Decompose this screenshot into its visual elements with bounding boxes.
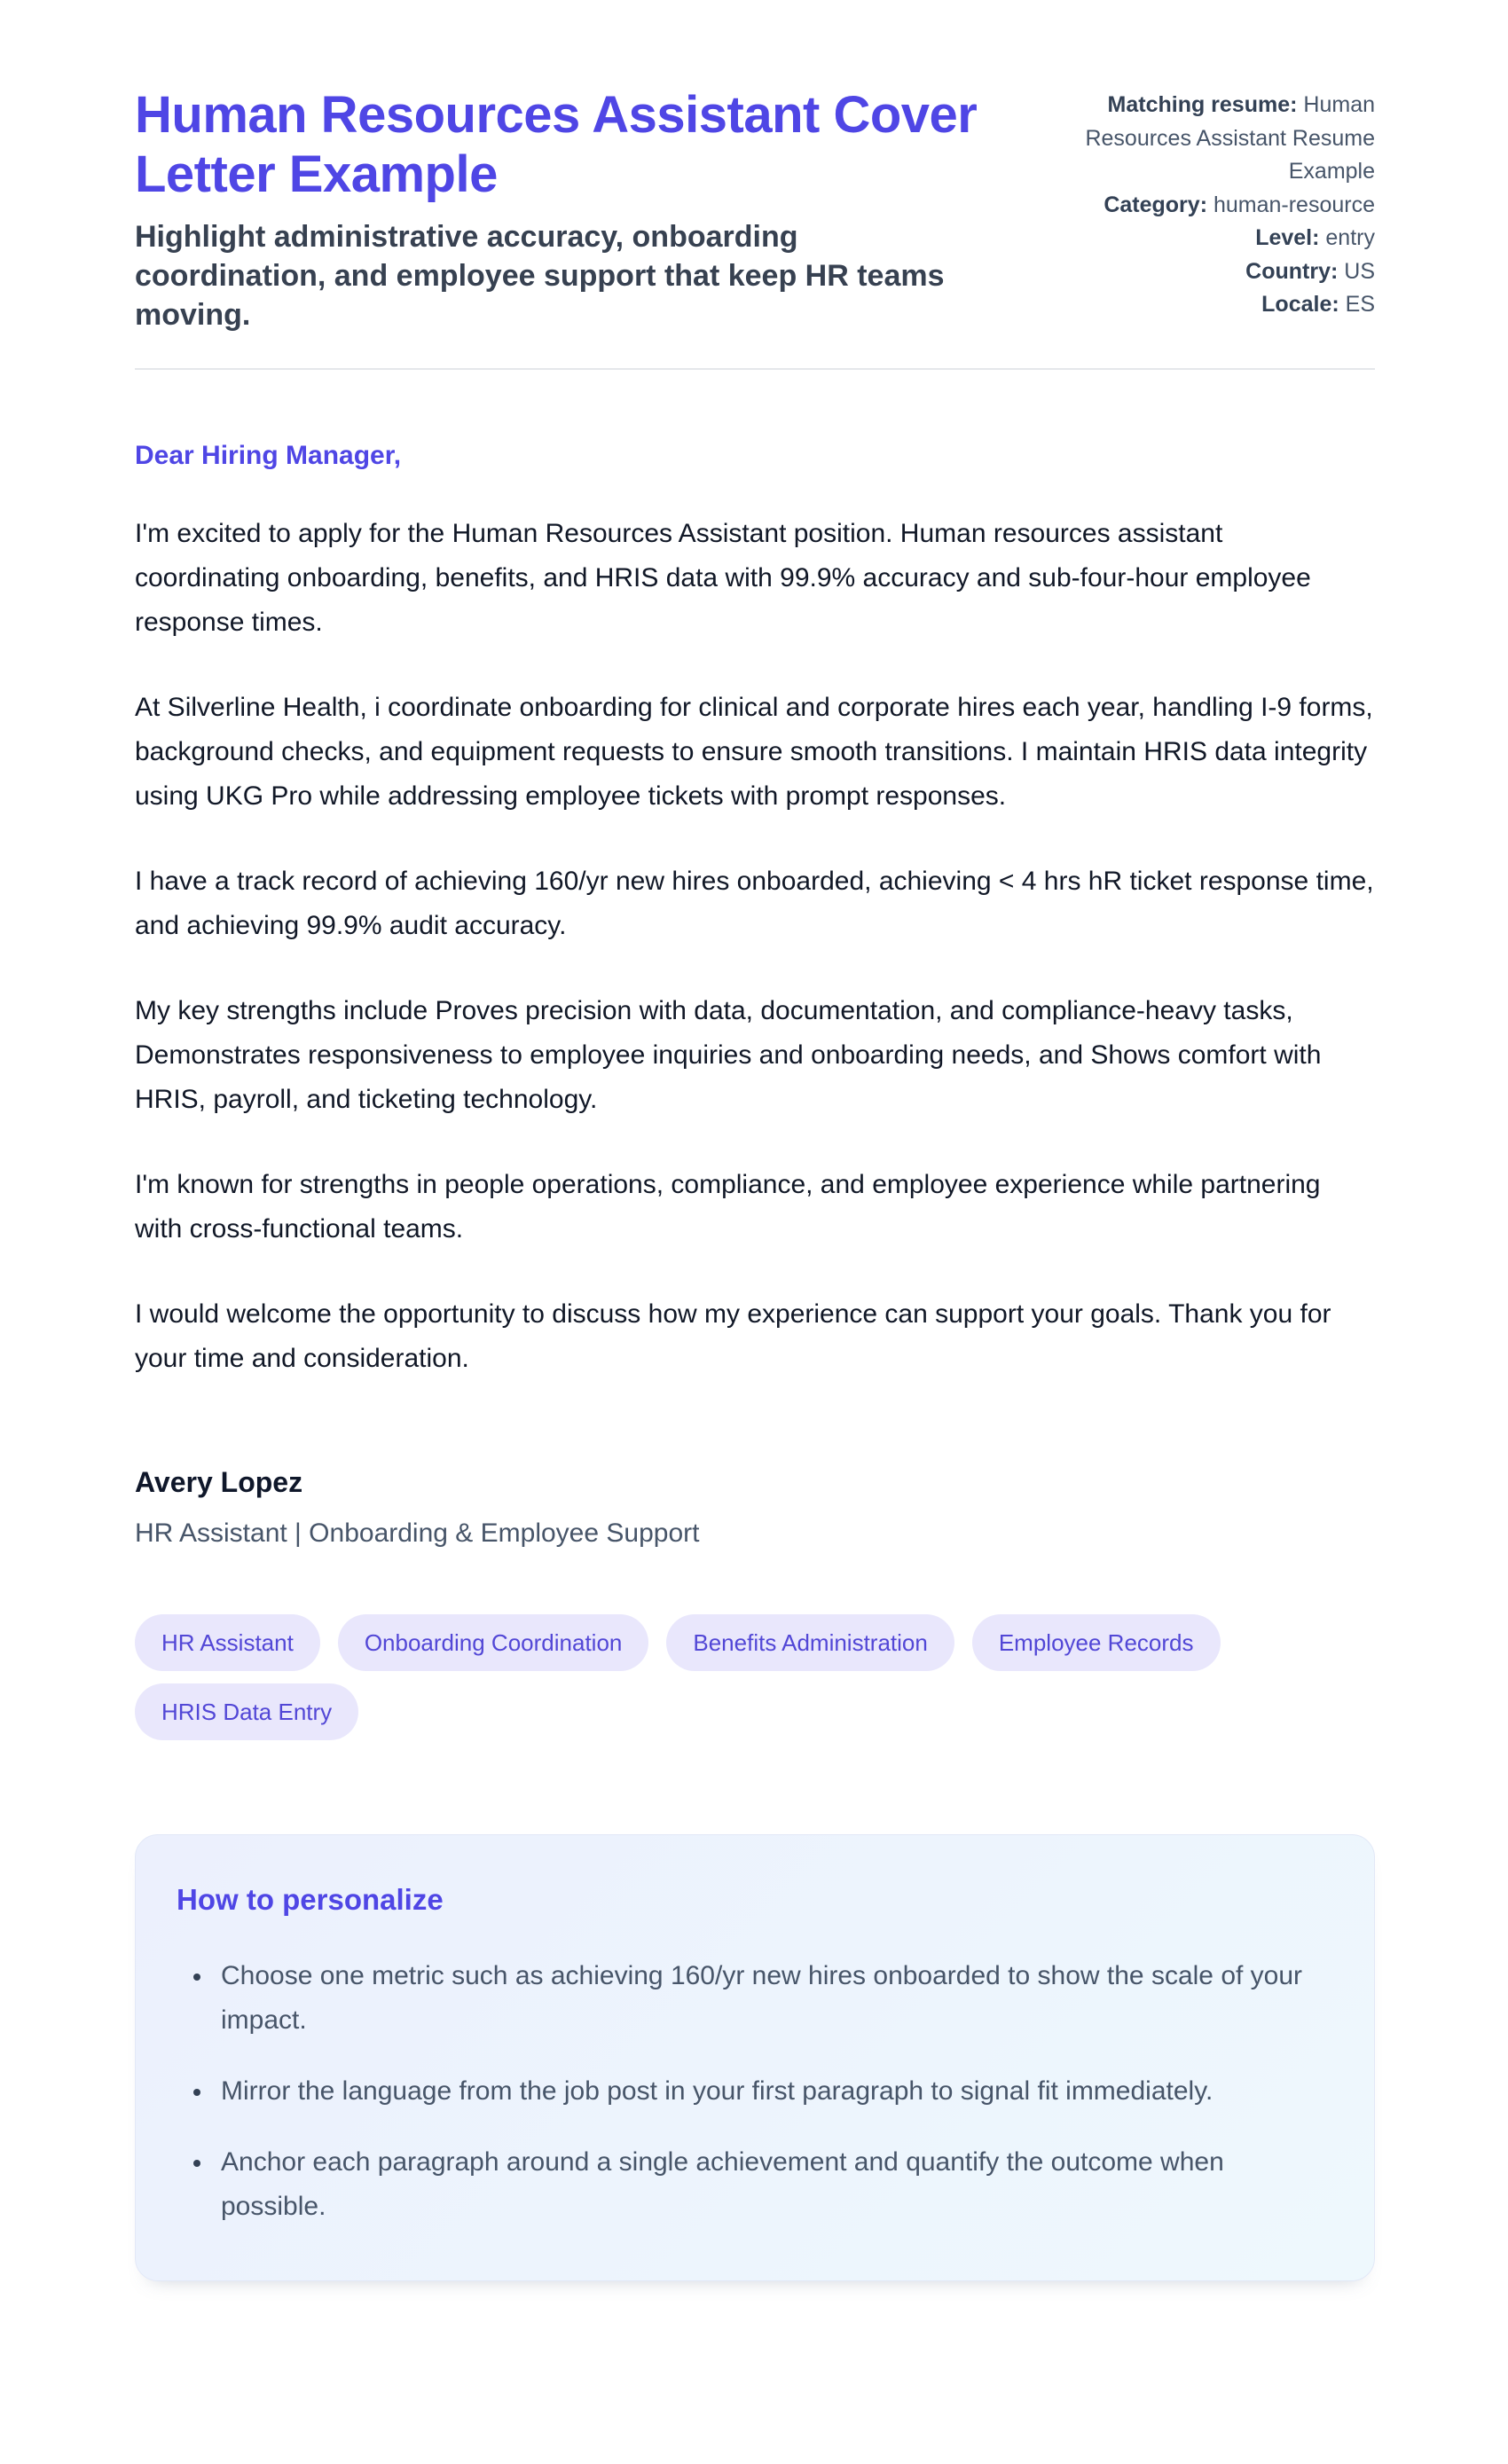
tag-hris-data-entry[interactable]: HRIS Data Entry [135, 1683, 358, 1740]
page-title: Human Resources Assistant Cover Letter Example [135, 86, 978, 204]
meta-level [1054, 222, 1375, 255]
letter-paragraph: I'm excited to apply for the Human Resources Assistant position. Human resources assistant coordinating onboarding, benefits, and HRIS data with 99.9% accuracy and sub-four-hour employee response times. [135, 519, 1311, 638]
letter-paragraph: I have a track record of achieving 160/yr new hires onboarded, achieving < 4 hrs hR ticket response time, and achieving 99.9% audit accuracy. [135, 867, 1374, 941]
meta-matching-resume [1054, 89, 1375, 189]
meta-label: Locale: [1261, 292, 1339, 317]
meta-value: ES [1345, 292, 1375, 317]
tip-item: • Choose one metric such as achieving 160/yr new hires onboarded to show the scale of your impact. [214, 1954, 1333, 2043]
meta-value: human-resource [1213, 192, 1375, 217]
letter-paragraph: At Silverline Health, i coordinate onboarding for clinical and corporate hires each year, handling I-9 forms, background checks, and equipment requests to ensure smooth transitions. I maintain HRIS data integrity using UKG Pro while addressing employee tickets with prompt responses. [135, 693, 1373, 812]
skill-tags [135, 1614, 1375, 1740]
meta-locale [1054, 288, 1375, 322]
page-subtitle: Highlight administrative accuracy, onboarding coordination, and employee support that keep HR teams moving. [135, 219, 945, 332]
page-header [135, 85, 1375, 334]
meta-label: Category: [1104, 192, 1208, 217]
header-title-block [135, 85, 978, 334]
meta-panel [1054, 85, 1375, 322]
tipbox-title: How to personalize [177, 1883, 444, 1917]
letter-salutation: Dear Hiring Manager, [135, 441, 402, 471]
tip-item: • Anchor each paragraph around a single achievement and quantify the outcome when possible. [214, 2140, 1333, 2229]
tip-item: • Mirror the language from the job post in your first paragraph to signal fit immediately. [214, 2069, 1333, 2114]
meta-value: US [1344, 258, 1375, 284]
meta-label: Country: [1245, 258, 1339, 284]
tag-benefits-administration[interactable]: Benefits Administration [666, 1614, 954, 1671]
meta-value: Human Resources Assistant Resume Example [1085, 92, 1375, 184]
letter-paragraph: I would welcome the opportunity to discuss how my experience can support your goals. Thank you for your time and consideration. [135, 1299, 1331, 1374]
header-divider [135, 368, 1375, 370]
meta-label: Matching resume: [1107, 92, 1298, 117]
meta-category [1054, 189, 1375, 223]
letter-paragraph: My key strengths include Proves precision with data, documentation, and compliance-heavy tasks, Demonstrates responsiveness to employee inquiries and onboarding needs, and Shows comfort with HRIS, payroll, and ticketing technology. [135, 996, 1322, 1115]
letter-body [135, 441, 1375, 1549]
signature-title: HR Assistant | Onboarding & Employee Support [135, 1518, 700, 1549]
meta-country [1054, 255, 1375, 289]
meta-value: entry [1325, 225, 1375, 250]
how-to-personalize-box [135, 1834, 1375, 2281]
signature-name: Avery Lopez [135, 1466, 303, 1499]
tag-onboarding-coordination[interactable]: Onboarding Coordination [338, 1614, 649, 1671]
letter-paragraph: I'm known for strengths in people operations, compliance, and employee experience while partnering with cross-functional teams. [135, 1170, 1321, 1244]
meta-label: Level: [1255, 225, 1320, 250]
tag-employee-records[interactable]: Employee Records [972, 1614, 1221, 1671]
tipbox-list [177, 1954, 1333, 2229]
tag-hr-assistant[interactable]: HR Assistant [135, 1614, 320, 1671]
